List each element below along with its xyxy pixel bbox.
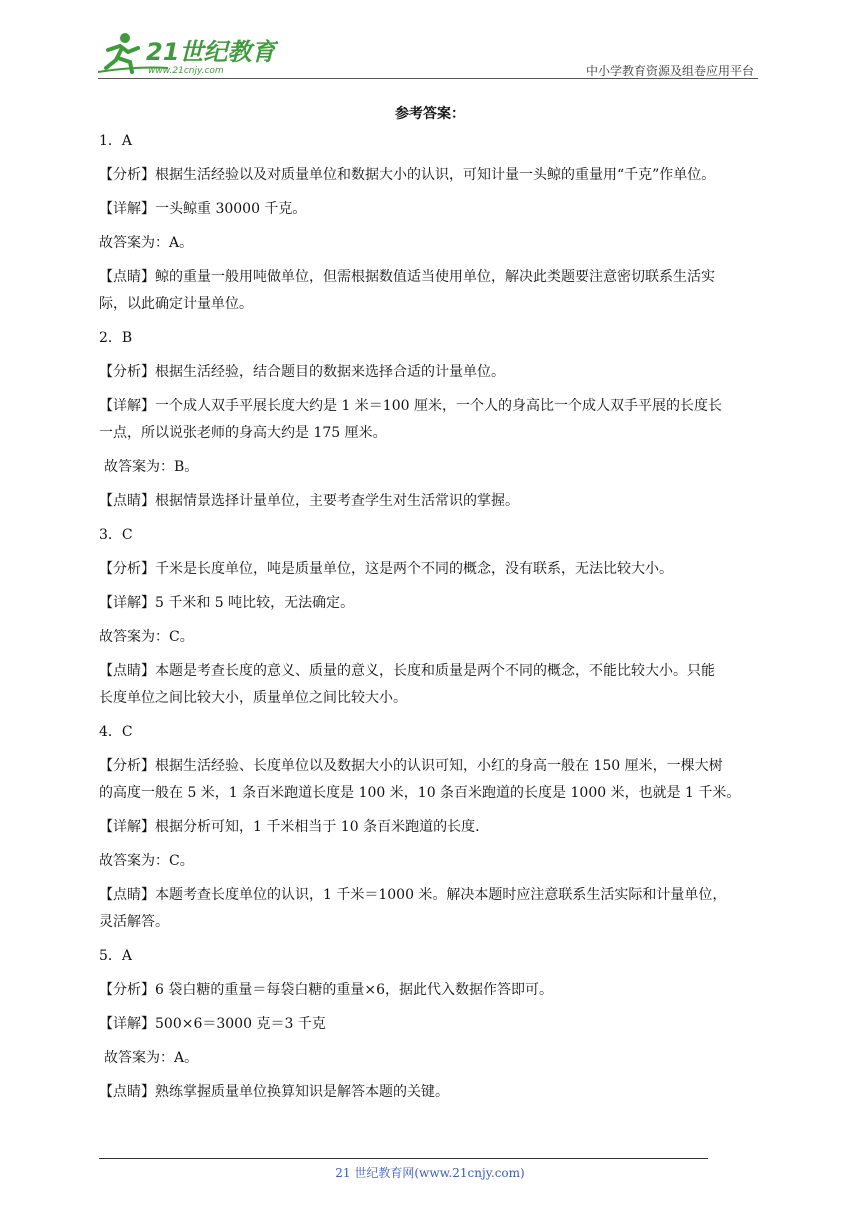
header-platform-text: 中小学教育资源及组卷应用平台 xyxy=(585,64,754,78)
detail-line: 【详解】500×6＝3000 克＝3 千克 xyxy=(99,1016,326,1032)
comment-line-cont: 长度单位之间比较大小，质量单位之间比较大小。 xyxy=(99,690,407,706)
answer-number: 4．C xyxy=(99,724,133,740)
answer-line: 故答案为：C。 xyxy=(99,629,194,645)
comment-line-cont: 际，以此确定计量单位。 xyxy=(99,296,253,312)
detail-line: 【详解】根据分析可知，1 千米相当于 10 条百米跑道的长度. xyxy=(99,819,480,835)
site-logo[interactable] xyxy=(98,28,278,78)
comment-line: 【点睛】熟练掌握质量单位换算知识是解答本题的关键。 xyxy=(99,1084,449,1100)
analysis-line: 【分析】根据生活经验，结合题目的数据来选择合适的计量单位。 xyxy=(99,364,505,380)
answer-number: 5．A xyxy=(99,948,133,964)
logo-url: www.21cnjy.com xyxy=(148,66,224,76)
analysis-line: 【分析】根据生活经验以及对质量单位和数据大小的认识，可知计量一头鲸的重量用“千克”作单位。 xyxy=(99,167,716,183)
answer-line: 故答案为：B。 xyxy=(104,459,199,475)
analysis-line: 【分析】根据生活经验、长度单位以及数据大小的认识可知，小红的身高一般在 150 厘米，一棵大树 xyxy=(99,758,723,774)
page-title: 参考答案： xyxy=(395,106,465,122)
header-divider xyxy=(98,78,758,79)
logo-text: 21世纪教育 xyxy=(146,38,276,66)
analysis-line: 【分析】千米是长度单位，吨是质量单位，这是两个不同的概念，没有联系，无法比较大小。 xyxy=(99,561,673,577)
logo-runner-icon xyxy=(98,28,278,78)
analysis-line: 【分析】6 袋白糖的重量＝每袋白糖的重量×6，据此代入数据作答即可。 xyxy=(99,982,553,998)
comment-line-cont: 灵活解答。 xyxy=(99,914,169,930)
detail-line-cont: 一点，所以说张老师的身高大约是 175 厘米。 xyxy=(99,425,387,441)
page-header xyxy=(98,28,758,78)
analysis-line-cont: 的高度一般在 5 米，1 条百米跑道长度是 100 米，10 条百米跑道的长度是 1000 米，也就是 1 千米。 xyxy=(99,785,741,801)
comment-line: 【点睛】本题是考查长度的意义、质量的意义，长度和质量是两个不同的概念，不能比较大小。只能 xyxy=(99,663,715,679)
detail-line: 【详解】5 千米和 5 吨比较，无法确定。 xyxy=(99,595,355,611)
answer-number: 3．C xyxy=(99,527,133,543)
detail-line: 【详解】一个成人双手平展长度大约是 1 米＝100 厘米，一个人的身高比一个成人双手平展的长度长 xyxy=(99,398,722,414)
answer-number: 2．B xyxy=(99,330,133,346)
footer-link[interactable]: 21 世纪教育网(www.21cnjy.com) xyxy=(335,1166,525,1180)
answer-line: 故答案为：A。 xyxy=(99,235,194,251)
detail-line: 【详解】一头鲸重 30000 千克。 xyxy=(99,201,307,217)
comment-line: 【点睛】根据情景选择计量单位，主要考查学生对生活常识的掌握。 xyxy=(99,493,519,509)
answer-line: 故答案为：A。 xyxy=(104,1050,199,1066)
footer-divider xyxy=(99,1158,708,1159)
answer-line: 故答案为：C。 xyxy=(99,853,194,869)
answer-content xyxy=(99,124,763,1109)
comment-line: 【点睛】鲸的重量一般用吨做单位，但需根据数值适当使用单位，解决此类题要注意密切联系生活实 xyxy=(99,269,715,285)
comment-line: 【点睛】本题考查长度单位的认识，1 千米＝1000 米。解决本题时应注意联系生活实际和计量单位， xyxy=(99,887,727,903)
answer-number: 1．A xyxy=(99,133,133,149)
